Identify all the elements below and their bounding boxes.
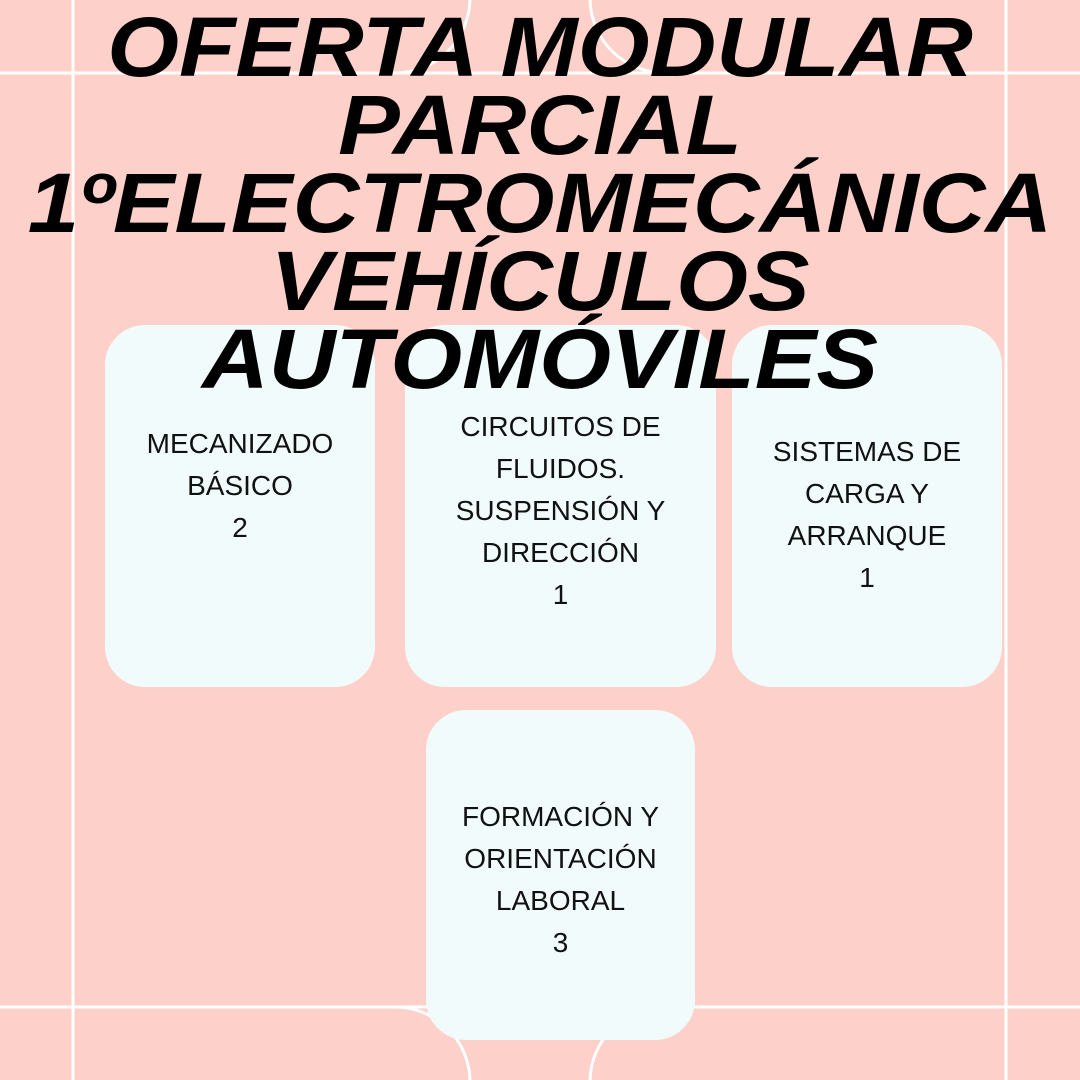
module-name: MECANIZADO BÁSICO xyxy=(146,428,334,501)
module-count: 3 xyxy=(552,927,569,958)
title-line-4: VEHÍCULOS xyxy=(270,234,810,328)
module-name: FORMACIÓN Y ORIENTACIÓN LABORAL xyxy=(461,801,660,916)
title-line-1: OFERTA MODULAR xyxy=(107,0,973,94)
title-line-3: 1ºELECTROMECÁNICA xyxy=(27,156,1053,250)
module-count: 2 xyxy=(232,512,248,543)
title-line-5: AUTOMÓVILES xyxy=(202,312,878,406)
module-name: CIRCUITOS DE FLUIDOS. SUSPENSIÓN Y DIRECCIÓN xyxy=(455,411,666,568)
title-line-2: PARCIAL xyxy=(338,78,742,172)
page-title xyxy=(0,0,1080,406)
module-count: 1 xyxy=(552,579,569,610)
module-card-formacion xyxy=(426,710,695,1040)
module-name: SISTEMAS DE CARGA Y ARRANQUE xyxy=(772,436,962,551)
module-count: 1 xyxy=(859,562,875,593)
